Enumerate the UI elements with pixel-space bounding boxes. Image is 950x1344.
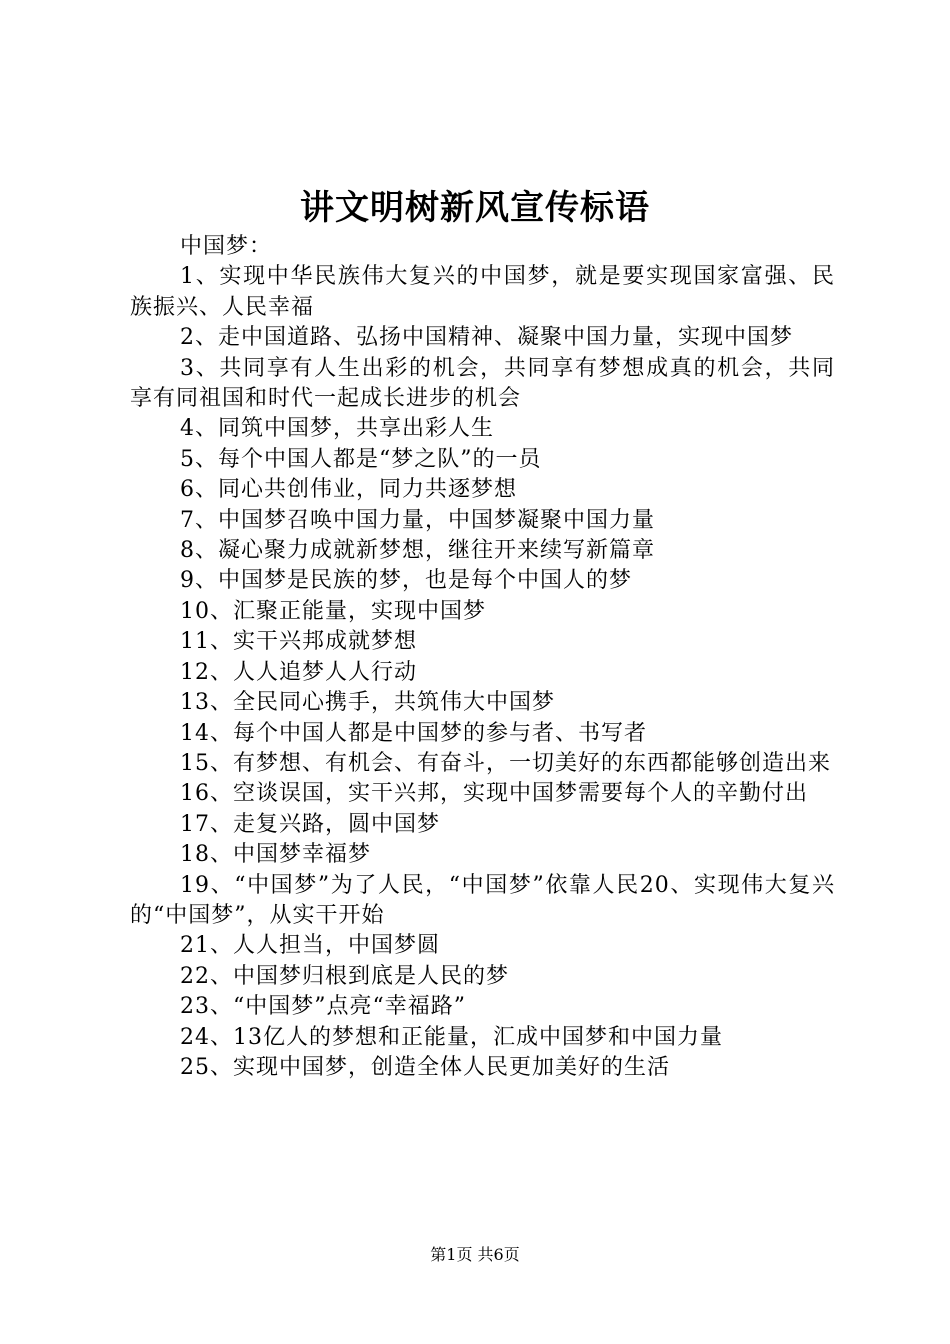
paragraph: 21、人人担当，中国梦圆 [180,933,440,959]
paragraph: 18、中国梦幸福梦 [180,842,371,868]
paragraph: 2、走中国道路、弘扬中国精神、凝聚中国力量，实现中国梦 [180,325,793,351]
paragraph: 23、“中国梦”点亮“幸福路” [180,994,466,1020]
paragraph: 9、中国梦是民族的梦，也是每个中国人的梦 [180,568,632,594]
paragraph: 14、每个中国人都是中国梦的参与者、书写者 [180,720,647,746]
paragraph: 24、13亿人的梦想和正能量，汇成中国梦和中国力量 [180,1024,723,1050]
paragraph: 7、中国梦召唤中国力量，中国梦凝聚中国力量 [180,507,655,533]
paragraph: 22、中国梦归根到底是人民的梦 [180,963,509,989]
paragraph: 中国梦： [180,234,273,259]
paragraph: 4、同筑中国梦，共享出彩人生 [180,416,494,442]
paragraph: 10、汇聚正能量，实现中国梦 [180,598,486,624]
paragraph: 11、实干兴邦成就梦想 [180,629,417,655]
paragraph: 25、实现中国梦，创造全体人民更加美好的生活 [180,1054,670,1080]
paragraph: 5、每个中国人都是“梦之队”的一员 [180,446,542,472]
paragraph: 17、走复兴路，圆中国梦 [180,811,440,837]
paragraph: 15、有梦想、有机会、有奋斗，一切美好的东西都能够创造出来 [180,750,831,776]
paragraph: 3、共同享有人生出彩的机会，共同享有梦想成真的机会，共同享有同祖国和时代一起成长进步的机会 [130,355,835,412]
paragraph: 1、实现中华民族伟大复兴的中国梦，就是要实现国家富强、民族振兴、人民幸福 [130,264,835,320]
paragraph: 12、人人追梦人人行动 [180,659,417,685]
paragraph: 13、全民同心携手，共筑伟大中国梦 [180,690,555,716]
page-title: 讲文明树新风宣传标语 [300,188,650,228]
paragraph: 6、同心共创伟业，同力共逐梦想 [180,477,517,503]
page-footer: 第1页 共6页 [430,1245,520,1264]
document-body [130,232,835,1083]
paragraph: 19、“中国梦”为了人民，“中国梦”依靠人民20、实现伟大复兴的“中国梦”，从实干开始 [130,872,835,928]
paragraph: 8、凝心聚力成就新梦想，继往开来续写新篇章 [180,538,655,564]
paragraph: 16、空谈误国，实干兴邦，实现中国梦需要每个人的辛勤付出 [180,781,808,807]
